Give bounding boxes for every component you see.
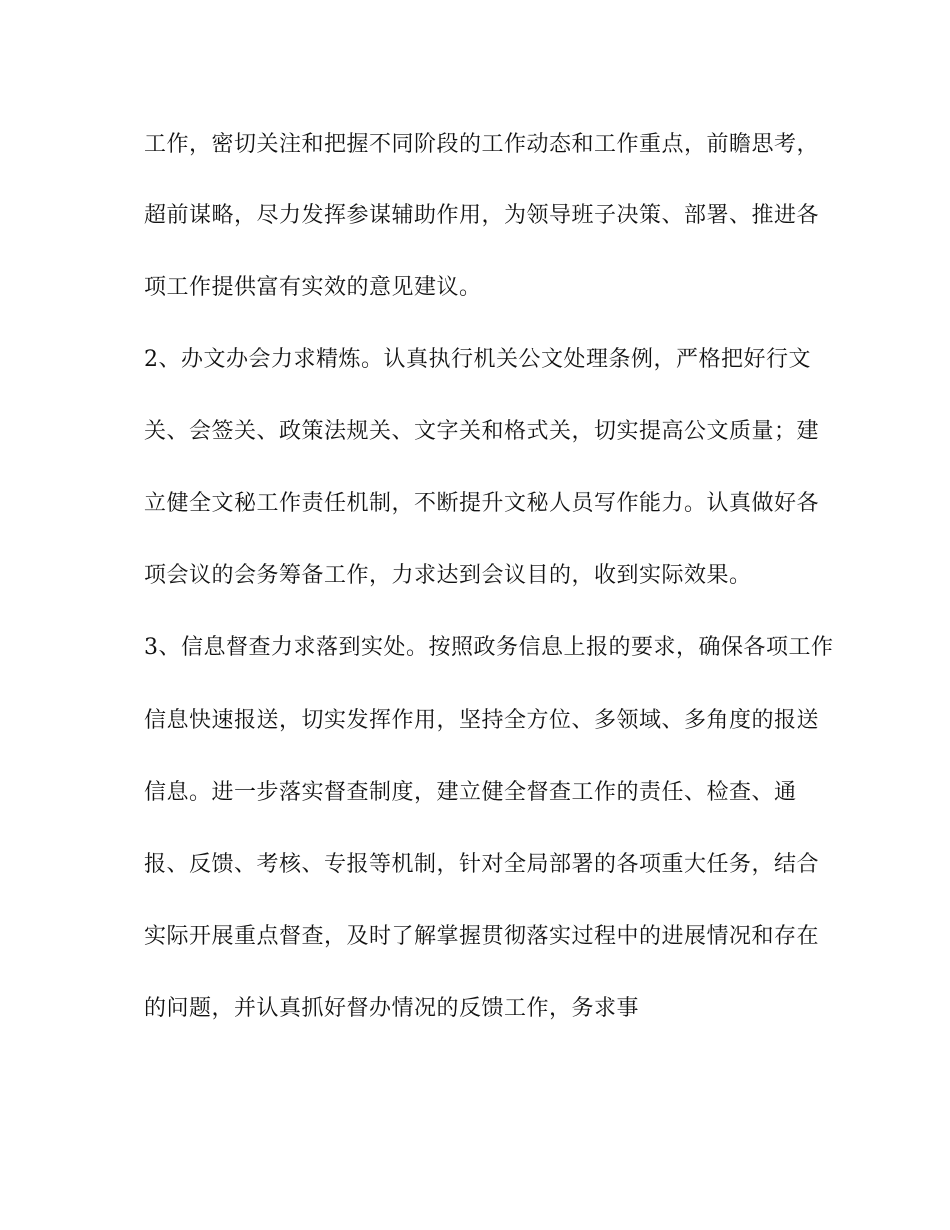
text-line: 的问题，并认真抓好督办情况的反馈工作，务求事	[144, 996, 640, 1021]
text-line: 信息。进一步落实督查制度，建立健全督查工作的责任、检查、通	[144, 780, 797, 805]
text-line: 信息快速报送，切实发挥作用，坚持全方位、多领域、多角度的报送	[144, 708, 820, 733]
text-line: 立健全文秘工作责任机制，不断提升文秘人员写作能力。认真做好各	[144, 491, 820, 516]
text-line: 工作，密切关注和把握不同阶段的工作动态和工作重点，前瞻思考，	[144, 132, 820, 157]
text-line: 项工作提供富有实效的意见建议。	[144, 275, 482, 300]
text-line: 项会议的会务筹备工作，力求达到会议目的，收到实际效果。	[144, 563, 752, 588]
text-line: 关、会签关、政策法规关、文字关和格式关，切实提高公文质量；建	[144, 419, 820, 444]
text-line: 2、办文办会力求精炼。认真执行机关公文处理条例，严格把好行文	[144, 347, 811, 372]
text-line: 超前谋略，尽力发挥参谋辅助作用，为领导班子决策、部署、推进各	[144, 203, 820, 228]
text-line: 3、信息督查力求落到实处。按照政务信息上报的要求，确保各项工作	[144, 635, 834, 660]
text-line: 实际开展重点督查，及时了解掌握贯彻落实过程中的进展情况和存在	[144, 924, 820, 949]
text-line: 报、反馈、考核、专报等机制，针对全局部署的各项重大任务，结合	[144, 852, 820, 877]
